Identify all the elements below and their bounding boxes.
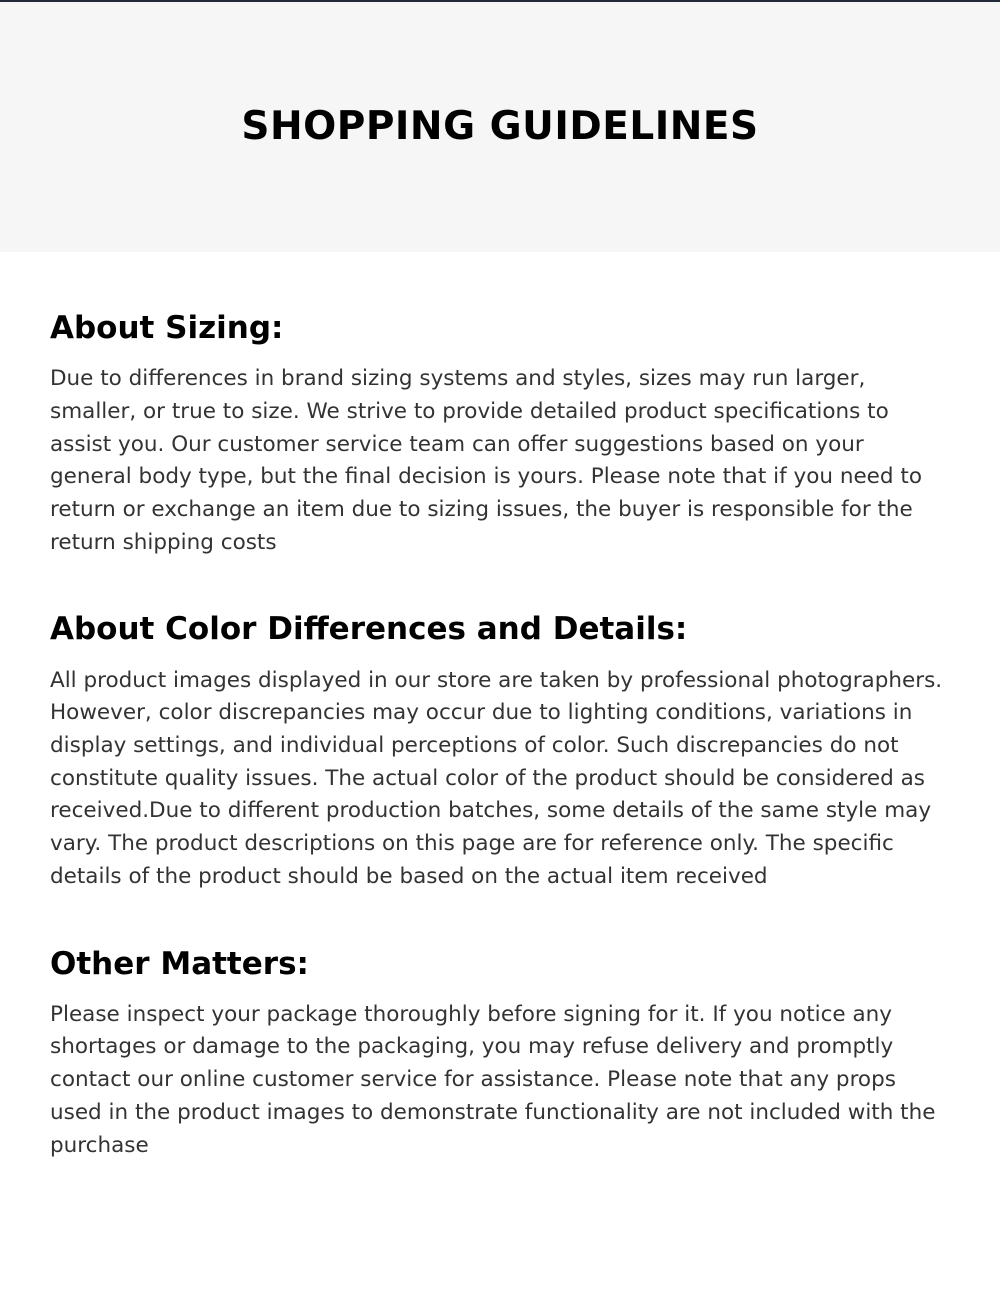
section-about-sizing bbox=[50, 252, 950, 559]
page-header bbox=[0, 2, 1000, 252]
section-body: All product images displayed in our store are taken by professional photographers. However, color discrepancies may occur due to lighting conditions, variations in display settings, and individual perceptions of color. Such discrepancies do not constitute quality issues. The actual color of the product should be considered as received.Due to different production batches, some details of the same style may vary. The product descriptions on this page are for reference only. The specific details of the product should be based on the actual item received bbox=[50, 667, 943, 889]
section-heading: Other Matters: bbox=[50, 945, 309, 982]
section-heading: About Color Differences and Details: bbox=[50, 611, 688, 648]
section-body: Due to differences in brand sizing systems and styles, sizes may run larger, smaller, or true to size. We strive to provide detailed product specifications to assist you. Our customer service team can offer suggestions based on your general body type, but the final decision is yours. Please note that if you need to return or exchange an item due to sizing issues, the buyer is responsible for the return shipping costs bbox=[50, 366, 922, 555]
section-color-differences bbox=[50, 559, 950, 893]
page-title: SHOPPING GUIDELINES bbox=[241, 104, 759, 149]
guidelines-content bbox=[0, 252, 1000, 1162]
section-other-matters bbox=[50, 894, 950, 1163]
section-body: Please inspect your package thoroughly before signing for it. If you notice any shortages or damage to the packaging, you may refuse delivery and promptly contact our online customer service for assistance. Please note that any props used in the product images to demonstrate functionality are not included with the purchase bbox=[50, 1001, 936, 1158]
section-heading: About Sizing: bbox=[50, 310, 284, 346]
